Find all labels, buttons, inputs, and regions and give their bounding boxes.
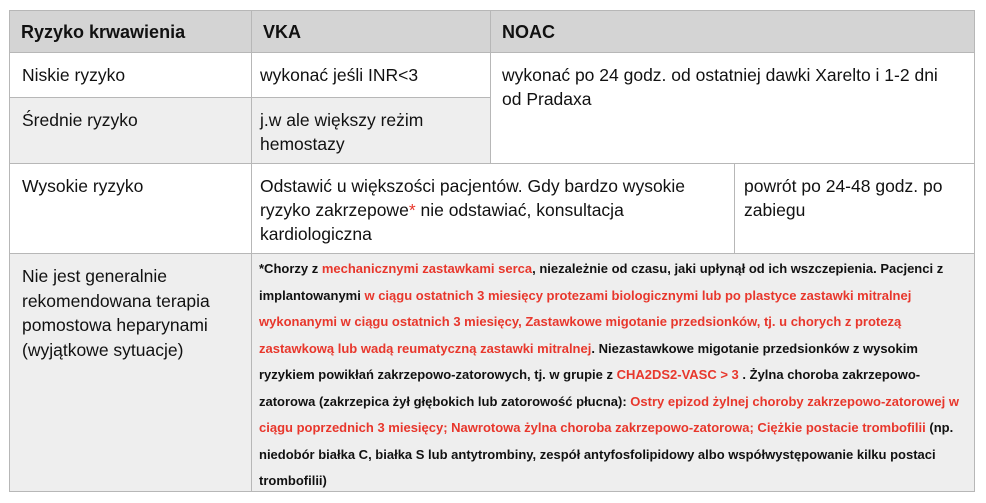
header-vka-text: VKA bbox=[263, 21, 302, 42]
note-part-5: (np. niedobór białka C, białka S lub antytrombiny, zespół antyfosfolipidowy albo współwystępowanie kilku postaci trombofilii) bbox=[259, 420, 954, 488]
note-highlight-1: mechanicznymi zastawkami serca bbox=[321, 261, 533, 276]
note-part-3: . Niezastawkowe migotanie przedsionków z wysokim ryzykiem powikłań zakrzepowo-zatorowych, tj. w grupie z bbox=[259, 340, 918, 382]
row-high-noac-text: powrót po 24-48 godz. po zabiegu bbox=[744, 176, 943, 220]
note-part-1: *Chorzy z bbox=[259, 261, 322, 276]
row-bridging-label-text: Nie jest generalnie rekomendowana terapia pomostowa heparynami (wyjątkowe sytuacje) bbox=[22, 266, 210, 360]
asterisk-marker: * bbox=[408, 200, 416, 220]
row-low-vka bbox=[251, 52, 491, 98]
note-highlight-2: w ciągu ostatnich 3 miesięcy protezami biologicznymi lub po plastyce zastawki mitralnej wykonanymi w ciągu ostatnich 3 miesięcy, Zastawkowe migotanie przedsionków, tj. u chorych z protezą zastawkową lub wadą reumatyczną zastawki mitralnej bbox=[259, 287, 912, 356]
row-high-noac bbox=[734, 163, 975, 254]
header-noac-text: NOAC bbox=[502, 21, 555, 42]
row-bridging-label bbox=[9, 253, 252, 492]
row-high-vka bbox=[251, 163, 735, 254]
row-high-label bbox=[9, 163, 252, 254]
row-low-label bbox=[9, 52, 252, 98]
note-part-2: , niezależnie od czasu, jaki upłynął od ich wszczepienia. Pacjenci z implantowanymi bbox=[259, 261, 944, 303]
row-low-medium-noac bbox=[490, 52, 975, 164]
row-medium-label-text: Średnie ryzyko bbox=[22, 110, 138, 130]
header-vka bbox=[251, 10, 491, 53]
note-part-4: . Żylna choroba zakrzepowo-zatorowa (zakrzepica żył głębokich lub zatorowość płucna): bbox=[259, 367, 921, 409]
row-medium-label bbox=[9, 97, 252, 164]
note-highlight-3: CHA2DS2-VASC > 3 bbox=[616, 367, 739, 382]
bleeding-risk-table bbox=[9, 10, 975, 492]
header-risk-text: Ryzyko krwawienia bbox=[21, 21, 186, 42]
row-low-label-text: Niskie ryzyko bbox=[22, 65, 126, 85]
row-high-label-text: Wysokie ryzyko bbox=[22, 176, 144, 196]
row-high-vka-text: Odstawić u większości pacjentów. Gdy bardzo wysokie ryzyko zakrzepowe bbox=[260, 176, 686, 220]
row-bridging-note bbox=[251, 253, 975, 492]
row-medium-vka bbox=[251, 97, 491, 164]
note-highlight-4: Ostry epizod żylnej choroby zakrzepowo-zatorowej w ciągu poprzednich 3 miesięcy; Nawrotowa żylna choroba zakrzepowo-zatorowa; Ciężkie postacie trombofilii bbox=[259, 393, 959, 435]
row-low-medium-noac-text: wykonać po 24 godz. od ostatniej dawki Xarelto i 1-2 dni od Pradaxa bbox=[502, 65, 938, 109]
row-high-vka-text-rest: nie odstawiać, konsultacja kardiologiczna bbox=[260, 200, 624, 244]
header-risk bbox=[9, 10, 252, 53]
row-low-vka-text: wykonać jeśli INR<3 bbox=[260, 65, 419, 85]
row-medium-vka-text: j.w ale większy reżim hemostazy bbox=[260, 110, 424, 154]
header-noac bbox=[490, 10, 975, 53]
